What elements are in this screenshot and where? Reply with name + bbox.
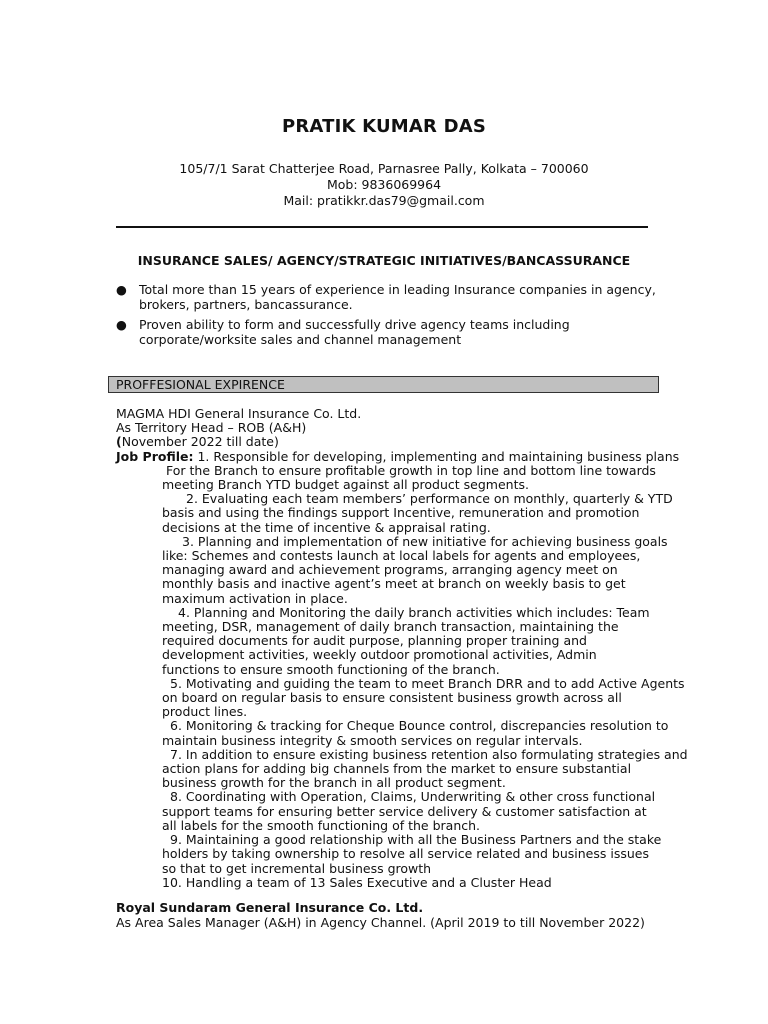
duty-first-line: 2. Evaluating each team members’ performance on monthly, quarterly & YTD: [186, 491, 673, 507]
job-role: As Territory Head – ROB (A&H): [116, 420, 307, 436]
contact-block: [0, 161, 768, 209]
summary-list: [116, 283, 656, 353]
bullet-icon: ●: [116, 282, 127, 297]
duty-item: [162, 876, 656, 890]
duty-continuation: on board on regular basis to ensure consistent business growth across all product lines.: [162, 690, 622, 720]
bullet-icon: ●: [116, 317, 127, 332]
duty-item: [162, 746, 688, 791]
job-entry-royal-sundaram: [116, 900, 656, 930]
period-text: November 2022 till date): [121, 434, 279, 450]
duty-first-line: 6. Monitoring & tracking for Cheque Bounce control, discrepancies resolution to: [170, 718, 669, 734]
job-profile-colon: :: [188, 448, 194, 464]
duty-continuation: support teams for ensuring better service delivery & customer satisfaction at all labels for the smooth functioning of the branch.: [162, 803, 647, 833]
duty-item: [162, 533, 668, 606]
duty-item: [162, 832, 662, 876]
mobile-number: Mob: 9836069964: [326, 177, 442, 192]
duty-first-line: 7. In addition to ensure existing business retention also formulating strategies and: [170, 746, 688, 762]
duty-item: [162, 718, 669, 748]
duty-continuation: holders by taking ownership to resolve all service related and business issues so that to get incremental business growth: [162, 846, 649, 876]
summary-text: Proven ability to form and successfully drive agency teams including corporate/worksite sales and channel management: [139, 317, 570, 347]
header-divider: [116, 226, 648, 228]
candidate-name: PRATIK KUMAR DAS: [281, 116, 487, 137]
duty-item: [162, 790, 656, 833]
summary-text: Total more than 15 years of experience in leading Insurance companies in agency, brokers, partners, bancassurance.: [139, 282, 656, 312]
duty-continuation: meeting, DSR, management of daily branch transaction, maintaining the required documents for audit purpose, planning proper training and development activities, weekly outdoor promotional activities, Admin functions to ensure smooth functioning of the branch.: [162, 619, 619, 677]
section-heading-experience: PROFFESIONAL EXPIRENCE: [108, 376, 659, 393]
duty-first-line: 1. Responsible for developing, implementing and maintaining business plans: [193, 448, 680, 464]
duty-continuation: like: Schemes and contests launch at local labels for agents and employees, managing award and achievement programs, arranging agency meet on monthly basis and inactive agent’s meet at branch on weekly basis to get maximum activation in place.: [162, 548, 641, 606]
duty-first-line: 9. Maintaining a good relationship with all the Business Partners and the stake: [170, 832, 662, 848]
company-name: MAGMA HDI General Insurance Co. Ltd.: [116, 406, 362, 421]
duty-first-line: 8. Coordinating with Operation, Claims, Underwriting & other cross functional: [170, 789, 656, 805]
duty-first-line: 5. Motivating and guiding the team to meet Branch DRR and to add Active Agents: [170, 675, 685, 691]
duty-continuation: action plans for adding big channels from the market to ensure substantial business growth for the branch in all product segment.: [162, 761, 632, 791]
email-address: Mail: pratikkr.das79@gmail.com: [283, 193, 485, 208]
duty-item: [162, 606, 656, 677]
job-profile-heading: [116, 448, 680, 464]
company-name: Royal Sundaram General Insurance Co. Ltd.: [116, 900, 424, 915]
duty-continuation: maintain business integrity & smooth services on regular intervals.: [162, 732, 583, 748]
job-period: [116, 435, 656, 449]
duty-first-line: 4. Planning and Monitoring the daily branch activities which includes: Team: [178, 604, 650, 620]
job-entry-magma: [116, 406, 688, 890]
duty-continuation: For the Branch to ensure profitable growth in top line and bottom line towards meeting Branch YTD budget against all product segments.: [162, 462, 656, 493]
duty-item: [162, 491, 673, 535]
duty-list: [162, 462, 688, 890]
duty-continuation: basis and using the findings support Incentive, remuneration and promotion decisions at the time of incentive & appraisal rating.: [162, 505, 640, 535]
duty-item: [162, 675, 685, 720]
address: 105/7/1 Sarat Chatterjee Road, Parnasree Pally, Kolkata – 700060: [179, 161, 589, 176]
summary-item: [116, 318, 656, 347]
job-profile-label: Job Profile: [116, 448, 189, 464]
duty-item: [162, 464, 656, 492]
summary-item: [116, 283, 656, 312]
career-headline: INSURANCE SALES/ AGENCY/STRATEGIC INITIATIVES/BANCASSURANCE: [137, 253, 631, 268]
period-open-paren: (: [116, 434, 122, 450]
duty-first-line: 3. Planning and implementation of new initiative for achieving business goals: [182, 533, 668, 549]
duty-first-line: 10. Handling a team of 13 Sales Executive and a Cluster Head: [162, 874, 552, 890]
job-role: As Area Sales Manager (A&H) in Agency Channel. (April 2019 to till November 2022): [116, 915, 645, 930]
